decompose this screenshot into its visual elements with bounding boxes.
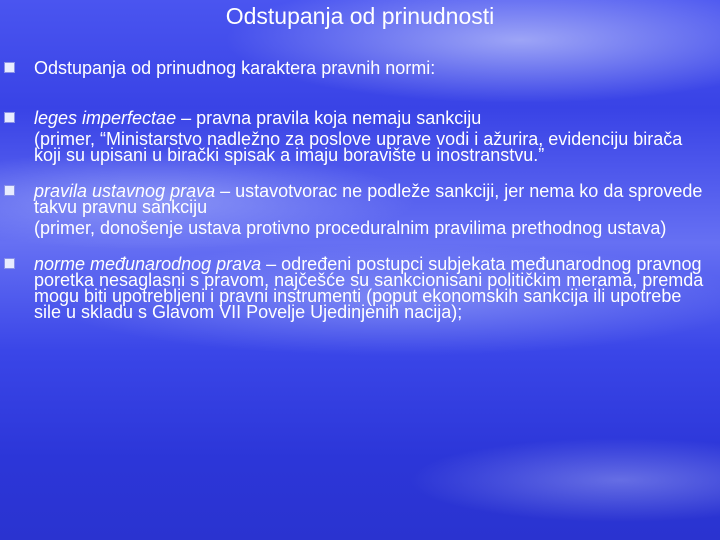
bullet-text [34,110,708,126]
bullet-text [34,256,708,320]
bullet-item [4,110,708,163]
bullet-term: pravila ustavnog prava [34,181,216,201]
bullet-term: leges imperfectae [34,108,177,128]
bullet-list [4,60,708,340]
bullet-term: norme međunarodnog prava [34,254,262,274]
square-bullet-icon [4,62,15,73]
bullet-intro: Odstupanja od prinudnog karaktera pravnih normi: [34,58,436,78]
square-bullet-icon [4,112,15,123]
bullet-item [4,183,708,236]
bullet-example: (primer, donošenje ustava protivno proceduralnim pravilima prethodnog ustava) [34,218,667,238]
square-bullet-icon [4,185,15,196]
bullet-item [4,256,708,320]
square-bullet-icon [4,258,15,269]
bullet-example: (primer, “Ministarstvo nadležno za poslove uprave vodi i ažurira, evidenciju birača koji su upisani u birački spisak a imaju boravište u inostranstvu.” [34,129,683,165]
slide-title: Odstupanja od prinudnosti [225,3,495,29]
bullet-item [4,60,708,76]
bullet-description: – ustavotvorac ne podleže sankciji, jer nema ko da sprovede takvu pravnu sankciju [34,181,703,217]
bullet-description: – određeni postupci subjekata međunarodnog pravnog poretka nesaglasni s pravom, najčešće su sankcionisani političkim merama, premda mogu biti upotrebljeni i pravni instrumenti (poput ekonomskih sankcija ili upotrebe sile u skladu s Glavom VII Povelje Ujedinjenih nacija); [34,254,704,322]
bullet-description: – pravna pravila koja nemaju sankciju [176,108,482,128]
bullet-text [34,60,708,76]
bullet-text [34,183,708,215]
